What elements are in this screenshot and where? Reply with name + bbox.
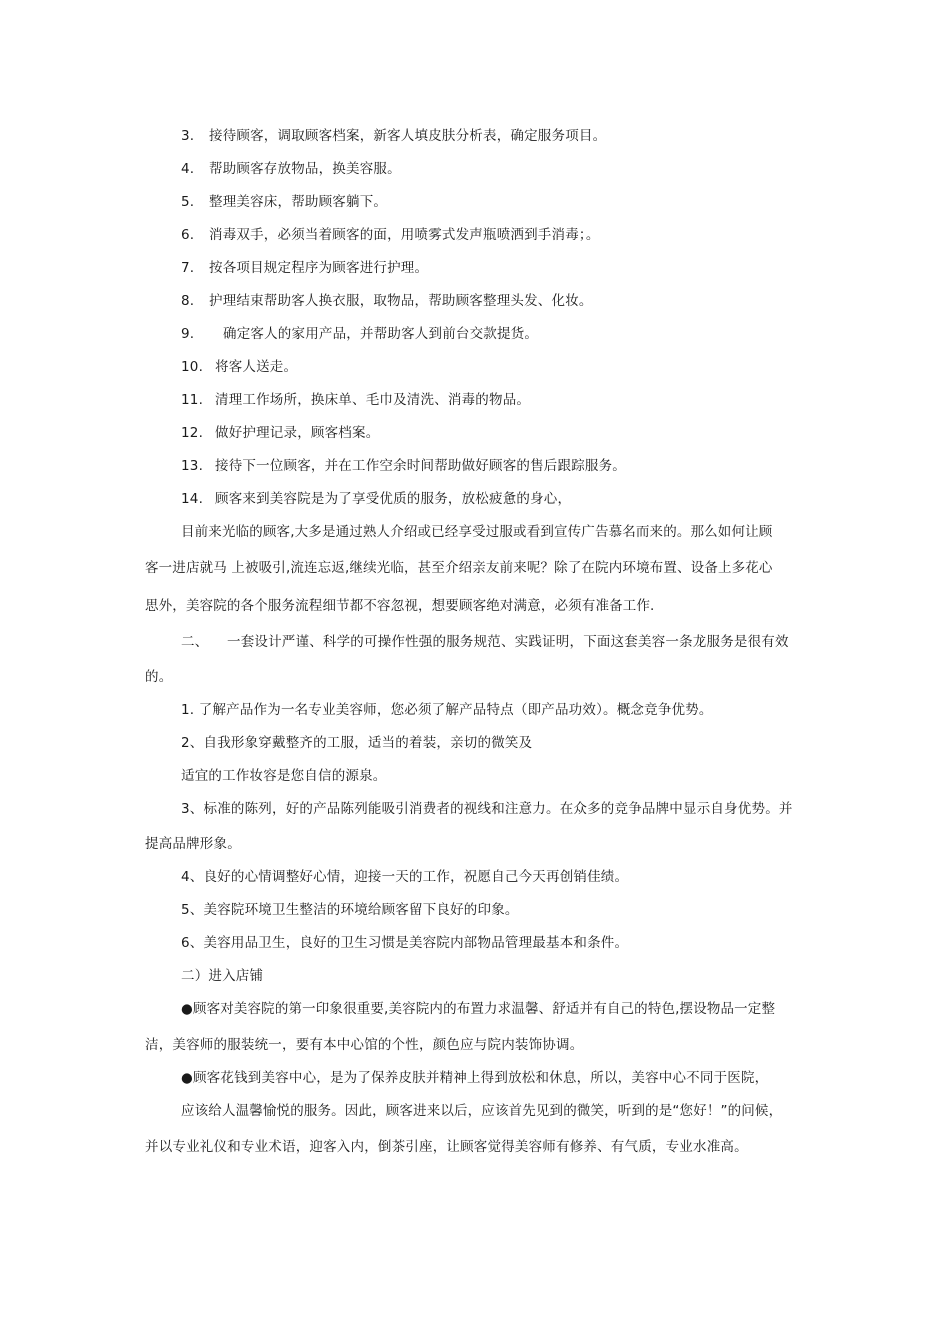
section-two-text: 一套设计严谨、科学的可操作性强的服务规范、实践证明，下面这套美容一条龙服务是很有效	[227, 634, 789, 650]
step-text: 帮助顾客存放物品，换美容服。	[209, 161, 401, 177]
step-number: 10.	[181, 359, 204, 375]
step-number: 4.	[181, 161, 195, 177]
step-text: 整理美容床，帮助顾客躺下。	[209, 194, 388, 210]
step-8	[181, 291, 593, 311]
prep-item-5: 5、美容院环境卫生整洁的环境给顾客留下良好的印象。	[181, 902, 519, 918]
step-text: 按各项目规定程序为顾客进行护理。	[209, 260, 429, 276]
section-two-continuation: 的。	[145, 669, 173, 685]
step-4	[181, 159, 401, 179]
step-number: 7.	[181, 260, 195, 276]
bullet-1-line-2: 洁，美容师的服装统一，要有本中心馆的个性，颜色应与院内装饰协调。	[145, 1037, 584, 1053]
step-7	[181, 258, 428, 278]
intro-line-2: 客一进店就马 上被吸引,流连忘返,继续光临，甚至介绍亲友前来呢？除了在院内环境布置、设备上多花心	[145, 560, 773, 576]
bullet-2-line-3: 并以专业礼仪和专业术语，迎客入内，倒茶引座，让顾客觉得美容师有修养、有气质，专业水准高。	[145, 1139, 748, 1155]
step-text: 护理结束帮助客人换衣服，取物品，帮助顾客整理头发、化妆。	[209, 293, 593, 309]
step-text: 清理工作场所，换床单、毛巾及清洗、消毒的物品。	[215, 392, 531, 408]
step-9	[181, 324, 538, 344]
intro-line-1: 目前来光临的顾客,大多是通过熟人介绍或已经享受过服或看到宣传广告慕名而来的。那么如何让顾	[181, 524, 773, 540]
step-text: 确定客人的家用产品，并帮助客人到前台交款提货。	[223, 326, 539, 342]
step-number: 5.	[181, 194, 195, 210]
intro-line-3: 思外，美容院的各个服务流程细节都不容忽视，想要顾客绝对满意，必须有准备工作.	[145, 598, 655, 614]
step-text: 将客人送走。	[215, 359, 298, 375]
step-number: 12.	[181, 425, 204, 441]
section-two-heading	[181, 632, 789, 652]
prep-item-3-continuation: 提高品牌形象。	[145, 836, 241, 852]
step-number: 9.	[181, 326, 195, 342]
prep-item-4: 4、良好的心情调整好心情，迎接一天的工作，祝愿自己今天再创销佳绩。	[181, 869, 629, 885]
step-10	[181, 357, 297, 377]
prep-item-2-continuation: 适宜的工作妆容是您自信的源泉。	[181, 768, 387, 784]
step-text: 消毒双手，必须当着顾客的面，用喷雾式发声瓶喷洒到手消毒；。	[209, 227, 600, 243]
step-number: 13.	[181, 458, 204, 474]
bullet-2-line-1: ●顾客花钱到美容中心，是为了保养皮肤并精神上得到放松和休息，所以，美容中心不同于医院，	[181, 1070, 769, 1086]
step-6	[181, 225, 600, 245]
step-13	[181, 456, 626, 476]
step-number: 6.	[181, 227, 195, 243]
step-text: 接待下一位顾客，并在工作空余时间帮助做好顾客的售后跟踪服务。	[215, 458, 626, 474]
step-14	[181, 489, 571, 509]
prep-item-6: 6、美容用品卫生，良好的卫生习惯是美容院内部物品管理最基本和条件。	[181, 935, 629, 951]
bullet-1-line-1: ●顾客对美容院的第一印象很重要,美容院内的布置力求温馨、舒适并有自己的特色,摆设物品一定整	[181, 1001, 776, 1017]
step-text: 做好护理记录，顾客档案。	[215, 425, 380, 441]
prep-item-1: 1. 了解产品作为一名专业美容师，您必须了解产品特点（即产品功效）。概念竞争优势。	[181, 702, 713, 718]
prep-item-3: 3、标准的陈列，好的产品陈列能吸引消费者的视线和注意力。在众多的竞争品牌中显示自身优势。并	[181, 801, 793, 817]
prep-item-2: 2、自我形象穿戴整齐的工服，适当的着装，亲切的微笑及	[181, 735, 533, 751]
step-number: 11.	[181, 392, 204, 408]
step-12	[181, 423, 379, 443]
step-number: 8.	[181, 293, 195, 309]
step-text: 顾客来到美容院是为了享受优质的服务，放松疲惫的身心，	[215, 491, 572, 507]
section-marker: 二、	[181, 634, 209, 650]
enter-store-heading: 二）进入店铺	[181, 968, 264, 984]
bullet-2-line-2: 应该给人温馨愉悦的服务。因此，顾客进来以后，应该首先见到的微笑，听到的是“您好！”的问候，	[181, 1103, 783, 1119]
step-text: 接待顾客，调取顾客档案，新客人填皮肤分析表，确定服务项目。	[209, 128, 607, 144]
step-5	[181, 192, 387, 212]
step-11	[181, 390, 530, 410]
step-3	[181, 126, 606, 146]
step-number: 14.	[181, 491, 204, 507]
step-number: 3.	[181, 128, 195, 144]
